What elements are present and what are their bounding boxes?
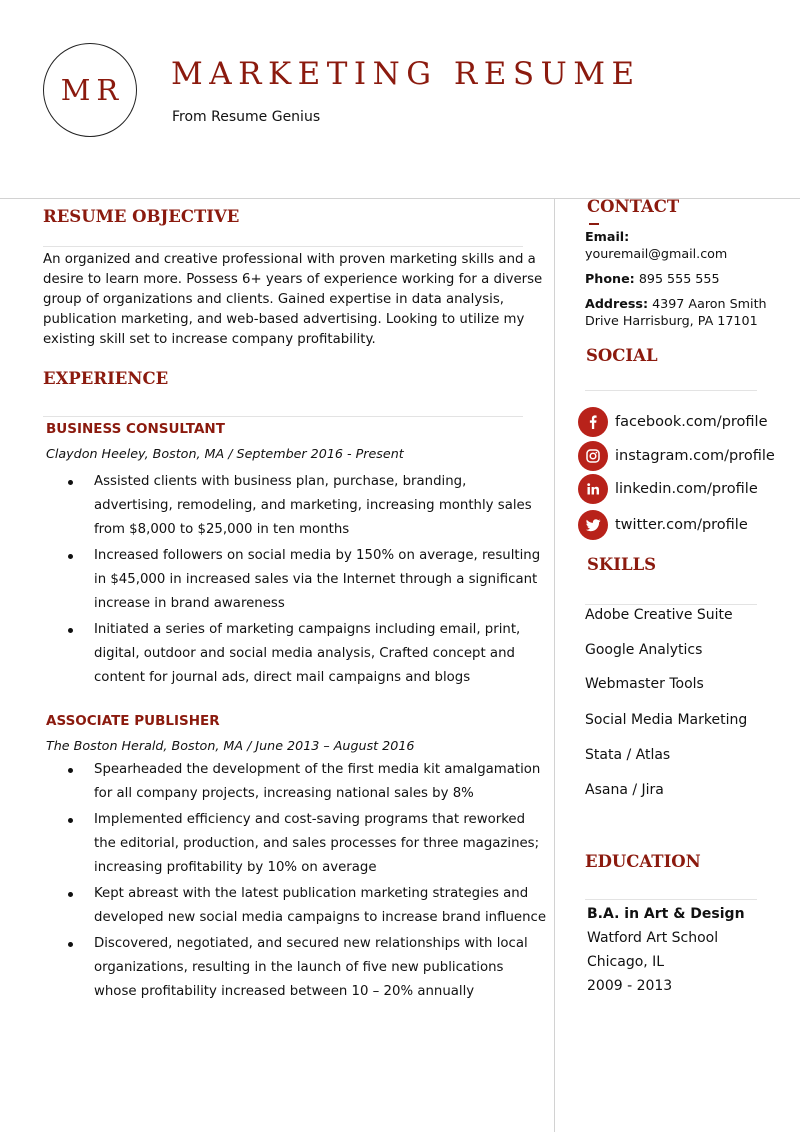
email-value[interactable]: youremail@gmail.com <box>585 246 728 261</box>
education-location: Chicago, IL <box>587 954 665 970</box>
phone-label: Phone: <box>585 271 635 286</box>
social-instagram[interactable] <box>578 441 775 471</box>
education-school: Watford Art School <box>587 930 719 946</box>
bullet-item <box>68 758 548 806</box>
instagram-icon <box>578 441 608 471</box>
email-label: Email: <box>585 229 630 244</box>
bullet-dot <box>68 480 73 485</box>
phone-line <box>585 271 720 286</box>
job-meta: Claydon Heeley, Boston, MA / September 2016 - Present <box>46 446 404 461</box>
phone-value: 895 555 555 <box>638 271 720 286</box>
bullet-item <box>68 618 548 690</box>
twitter-link[interactable]: twitter.com/profile <box>615 517 748 533</box>
instagram-link[interactable]: instagram.com/profile <box>615 448 775 464</box>
skill-item: Google Analytics <box>585 642 703 658</box>
linkedin-icon <box>578 474 608 504</box>
skill-item: Stata / Atlas <box>585 747 671 763</box>
resume-subtitle: From Resume Genius <box>172 109 321 125</box>
bullet-item <box>68 882 548 930</box>
social-heading: SOCIAL <box>586 346 658 365</box>
education-rule <box>585 899 757 900</box>
skills-rule <box>585 604 757 605</box>
skill-item: Webmaster Tools <box>585 676 704 692</box>
social-twitter[interactable] <box>578 510 748 540</box>
experience-heading: EXPERIENCE <box>43 369 169 388</box>
bullet-dot <box>68 942 73 947</box>
bullet-text: Increased followers on social media by 150% on average, resulting in $45,000 in increased sales via the Internet through a significant increase in brand awareness <box>94 548 541 611</box>
column-divider <box>554 198 555 1132</box>
skill-item: Adobe Creative Suite <box>585 607 733 623</box>
bullet-text: Implemented efficiency and cost-saving programs that reworked the editorial, production, and sales processes for three magazines; increasing profitability by 10% on average <box>94 812 540 875</box>
objective-text: An organized and creative professional with proven marketing skills and a desire to learn more. Possess 6+ years of experience working for a diverse group of organizations and clients. Gained expertise in data analysis, publication marketing, and web-based advertising. Looking to utilize my existing skill set to increase company profitability. <box>43 252 543 347</box>
experience-rule <box>43 416 523 417</box>
bullet-item <box>68 470 548 542</box>
facebook-icon <box>578 407 608 437</box>
bullet-item <box>68 808 548 880</box>
social-facebook[interactable] <box>578 407 768 437</box>
social-linkedin[interactable] <box>578 474 758 504</box>
header-divider <box>0 198 800 199</box>
objective-heading: RESUME OBJECTIVE <box>43 207 240 226</box>
address-line <box>585 295 785 329</box>
bullet-dot <box>68 628 73 633</box>
linkedin-link[interactable]: linkedin.com/profile <box>615 481 758 497</box>
contact-heading: CONTACT <box>587 197 680 216</box>
twitter-icon <box>578 510 608 540</box>
job-meta: The Boston Herald, Boston, MA / June 2013 – August 2016 <box>46 738 415 753</box>
address-label: Address: <box>585 296 649 311</box>
social-rule <box>585 390 757 391</box>
job-title: BUSINESS CONSULTANT <box>46 421 225 437</box>
facebook-link[interactable]: facebook.com/profile <box>615 414 768 430</box>
education-degree: B.A. in Art & Design <box>587 906 745 922</box>
job-bullets <box>68 470 548 692</box>
resume-title: MARKETING RESUME <box>171 56 641 92</box>
bullet-item <box>68 932 548 1004</box>
bullet-text: Assisted clients with business plan, purchase, branding, advertising, remodeling, and marketing, increasing monthly sales from $8,000 to $25,000 in ten months <box>94 474 532 537</box>
education-heading: EDUCATION <box>585 852 701 871</box>
bullet-dot <box>68 554 73 559</box>
bullet-dot <box>68 892 73 897</box>
education-years: 2009 - 2013 <box>587 978 673 994</box>
skill-item: Social Media Marketing <box>585 712 748 728</box>
job-bullets <box>68 758 548 1006</box>
contact-accent-mark <box>589 223 599 225</box>
skills-heading: SKILLS <box>587 555 657 574</box>
bullet-text: Kept abreast with the latest publication marketing strategies and developed new social media campaigns to increase brand influence <box>94 886 547 925</box>
bullet-text: Initiated a series of marketing campaigns including email, print, digital, outdoor and social media analysis, Crafted concept and content for journal ads, direct mail campaigns and blogs <box>94 622 521 685</box>
skill-item: Asana / Jira <box>585 782 664 798</box>
bullet-text: Spearheaded the development of the first media kit amalgamation for all company projects, increasing national sales by 8% <box>94 762 541 801</box>
bullet-dot <box>68 818 73 823</box>
monogram-badge: MR <box>43 43 137 137</box>
bullet-dot <box>68 768 73 773</box>
bullet-text: Discovered, negotiated, and secured new relationships with local organizations, resulting in the launch of five new publications whose profitability increased between 10 – 20% annually <box>94 936 528 999</box>
bullet-item <box>68 544 548 616</box>
address-value: 4397 Aaron Smith Drive Harrisburg, PA 17101 <box>585 296 767 328</box>
job-title: ASSOCIATE PUBLISHER <box>46 713 220 729</box>
objective-rule <box>43 246 523 247</box>
